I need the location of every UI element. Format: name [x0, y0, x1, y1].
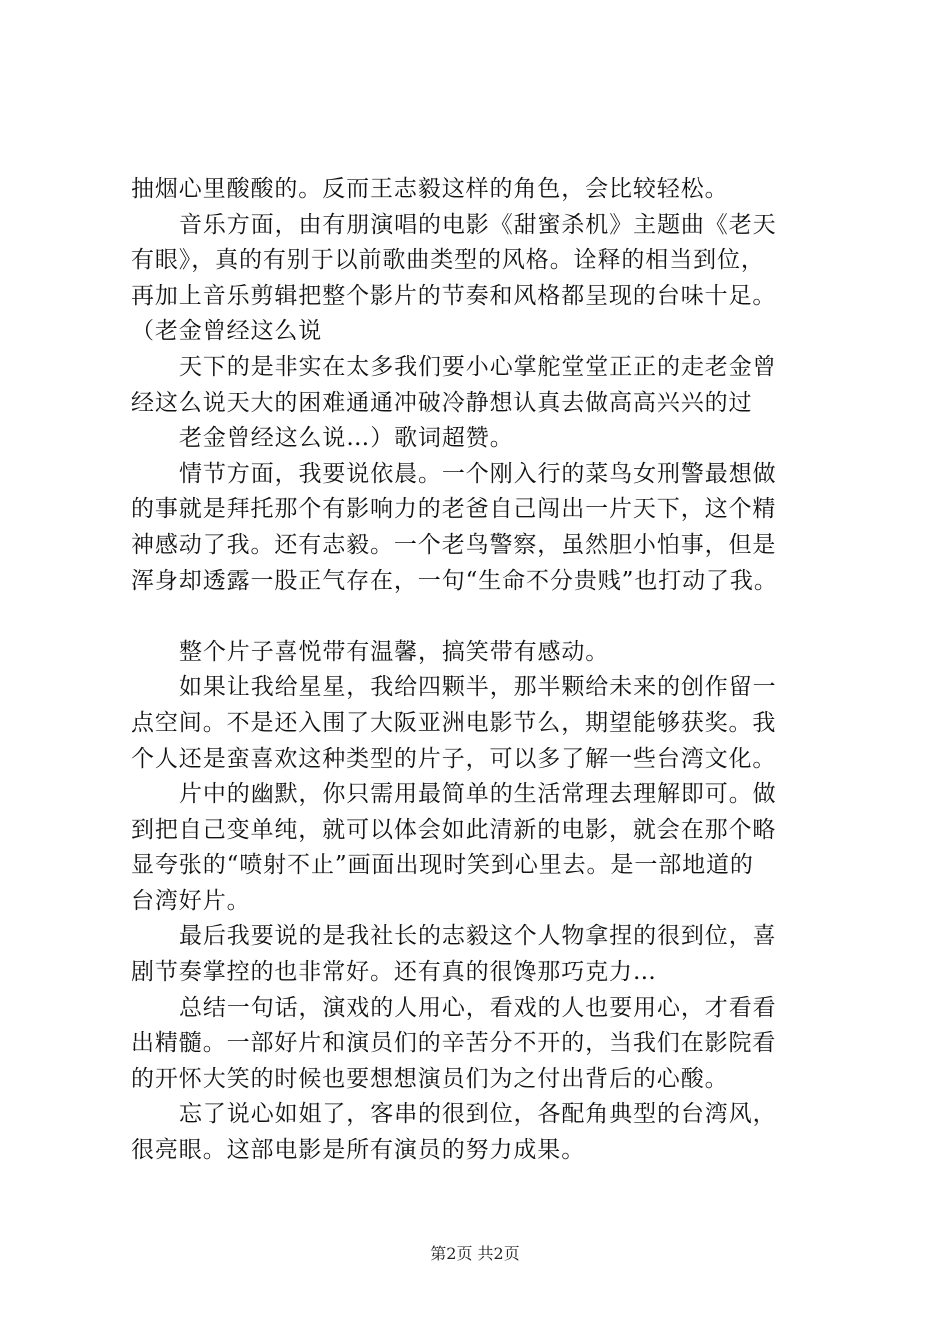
text-line: 总结一句话，演戏的人用心，看戏的人也要用心，才看看: [179, 994, 777, 1021]
text-line: 整个片子喜悦带有温馨，搞笑带有感动。: [179, 638, 610, 665]
text-line: 的事就是拜托那个有影响力的老爸自己闯出一片天下，这个精: [131, 496, 777, 523]
text-line: 如果让我给星星，我给四颗半，那半颗给未来的创作留一: [179, 674, 777, 701]
text-line: 神感动了我。还有志毅。一个老鸟警察，虽然胆小怕事，但是: [131, 531, 777, 558]
document-body: [131, 172, 851, 1169]
text-line: 抽烟心里酸酸的。反而王志毅这样的角色，会比较轻松。: [131, 176, 729, 202]
text-line: 片中的幽默，你只需用最简单的生活常理去理解即可。做: [179, 781, 777, 808]
text-line: 出精髓。一部好片和演员们的辛苦分不开的，当我们在影院看: [131, 1030, 777, 1057]
page-number-footer: 第2页 共2页: [430, 1244, 520, 1263]
text-line: 剧节奏掌控的也非常好。还有真的很馋那巧克力…: [131, 959, 657, 986]
text-line: 情节方面，我要说依晨。一个刚入行的菜鸟女刑警最想做: [179, 460, 777, 487]
text-line: 最后我要说的是我社长的志毅这个人物拿捏的很到位，喜: [179, 923, 777, 950]
text-line: 有眼》，真的有别于以前歌曲类型的风格。诠释的相当到位，: [131, 247, 765, 274]
text-line: 到把自己变单纯，就可以体会如此清新的电影，就会在那个略: [131, 816, 777, 843]
text-line: 忘了说心如姐了，客串的很到位，各配角典型的台湾风，: [179, 1101, 777, 1128]
text-line: （老金曾经这么说: [131, 318, 323, 345]
text-line: 个人还是蛮喜欢这种类型的片子，可以多了解一些台湾文化。: [131, 745, 777, 772]
text-line: 浑身却透露一股正气存在，一句“生命不分贵贱”也打动了我。: [131, 567, 778, 594]
paragraph-gap: [131, 599, 851, 635]
text-line: 老金曾经这么说…）歌词超赞。: [179, 425, 514, 452]
text-line: 台湾好片。: [131, 887, 251, 914]
text-line: 的开怀大笑的时候也要想想演员们为之付出背后的心酸。: [131, 1065, 729, 1092]
text-line: 点空间。不是还入围了大阪亚洲电影节么，期望能够获奖。我: [131, 709, 777, 736]
text-line: 很亮眼。这部电影是所有演员的努力成果。: [131, 1137, 586, 1164]
text-line: 天下的是非实在太多我们要小心掌舵堂堂正正的走老金曾: [179, 353, 777, 380]
text-line: 经这么说天大的困难通通冲破冷静想认真去做高高兴兴的过: [131, 389, 753, 416]
text-line: 显夸张的“喷射不止”画面出现时笑到心里去。是一部地道的: [131, 852, 754, 879]
text-line: 音乐方面，由有朋演唱的电影《甜蜜杀机》主题曲《老天: [179, 211, 777, 238]
text-line: 再加上音乐剪辑把整个影片的节奏和风格都呈现的台味十足。: [131, 282, 777, 309]
